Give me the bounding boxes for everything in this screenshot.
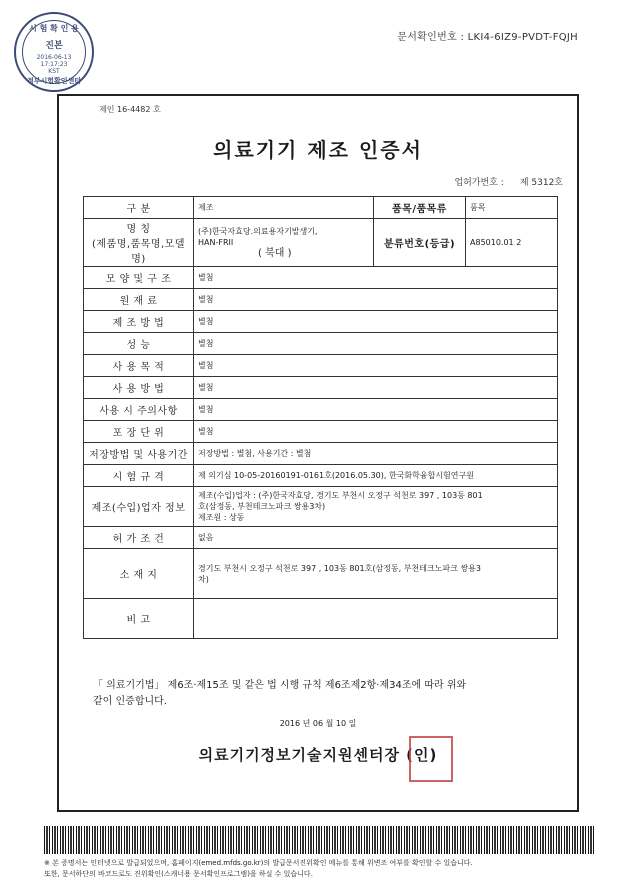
seal-middle-text: 진본 — [45, 41, 63, 51]
row-label — [84, 219, 194, 267]
row-value — [194, 487, 558, 527]
name-label-line1: 명 칭 — [126, 224, 151, 235]
location-line1: 경기도 부천시 오정구 석천로 397 , 103동 801호(삼정동, 부천테크노파크 쌍용3 — [198, 563, 481, 573]
certification-statement — [93, 678, 543, 710]
table-row — [84, 197, 558, 219]
table-row — [84, 219, 558, 267]
row-value — [194, 599, 558, 639]
row-value: 별첨 — [194, 333, 558, 355]
row-label: 구 분 — [84, 197, 194, 219]
table-row — [84, 421, 558, 443]
row-value — [194, 219, 374, 267]
row-label: 원 재 료 — [84, 289, 194, 311]
row-label-2: 분류번호(등급) — [374, 219, 466, 267]
row-label: 모 양 및 구 조 — [84, 267, 194, 289]
row-label: 제 조 방 법 — [84, 311, 194, 333]
table-row — [84, 549, 558, 599]
statement-line1: 「 의료기기법」 제6조·제15조 및 같은 법 시행 규칙 제6조제2항·제34조에 따라 위와 — [93, 680, 467, 691]
seal-zone-text: KST — [48, 68, 60, 75]
row-value: 별첨 — [194, 289, 558, 311]
row-label: 저장방법 및 사용기간 — [84, 443, 194, 465]
manufacturer-line1: 제조(수입)업자 : (주)한국자효당, 경기도 부천시 오정구 석천로 397 , 103동 801 — [198, 491, 483, 500]
seal-time-text: 17:17:23 — [40, 61, 68, 68]
serial-number: 제인 16-4482 호 — [99, 105, 161, 114]
table-row — [84, 289, 558, 311]
row-value: 별첨 — [194, 355, 558, 377]
footer-note — [44, 858, 610, 880]
row-label: 허 가 조 건 — [84, 527, 194, 549]
statement-line2: 같이 인증합니다. — [93, 696, 167, 707]
row-value-2: 품목 — [466, 197, 558, 219]
table-row — [84, 399, 558, 421]
certificate-table — [83, 196, 558, 639]
issuer-name: 의료기기정보기술지원센터장 (인) — [198, 746, 438, 764]
permit-label: 업허가번호 : — [454, 178, 504, 188]
table-row — [84, 377, 558, 399]
seal-top-text: 시 험 확 인 용 — [29, 24, 79, 33]
row-label: 사 용 방 법 — [84, 377, 194, 399]
table-row — [84, 333, 558, 355]
manufacturer-line2: 호(삼정동, 부천테크노파크 쌍용3차) — [198, 502, 326, 511]
name-value-line2: HAN-FRII — [198, 238, 234, 247]
official-stamp — [409, 736, 453, 782]
footer-line2: 또한, 문서하단의 바코드로도 진위확인(스캐너용 문서확인프로그램)을 하실 수 있습니다. — [44, 870, 313, 878]
table-row — [84, 465, 558, 487]
document-barcode — [44, 826, 596, 854]
footer-line1: ※ 본 증명서는 인터넷으로 발급되었으며, 홈페이지(emed.mfds.go.kr)의 발급문서진위확인 메뉴를 통해 위변조 여부를 확인할 수 있습니다. — [44, 859, 473, 867]
page-title: 의료기기 제조 인증서 — [213, 138, 423, 162]
table-row — [84, 311, 558, 333]
row-label-2: 품목/품목류 — [374, 197, 466, 219]
location-line2: 차) — [198, 574, 209, 584]
row-value: 별첨 — [194, 399, 558, 421]
document-check-number: 문서확인번호 : LKI4-6IZ9-PVDT-FQJH — [397, 32, 578, 43]
table-row — [84, 487, 558, 527]
row-value: 별첨 — [194, 421, 558, 443]
row-label: 포 장 단 위 — [84, 421, 194, 443]
permit-number — [454, 175, 563, 188]
row-label: 비 고 — [84, 599, 194, 639]
row-label: 시 험 규 격 — [84, 465, 194, 487]
row-value: 별첨 — [194, 267, 558, 289]
row-value-2: A85010.01 2 — [466, 219, 558, 267]
name-value-line3: ( 북대 ) — [258, 248, 292, 259]
table-row — [84, 527, 558, 549]
row-label: 사용 시 주의사항 — [84, 399, 194, 421]
manufacturer-line3: 제조원 : 상동 — [198, 513, 245, 522]
certificate-frame — [57, 94, 579, 812]
row-label: 제조(수입)업자 정보 — [84, 487, 194, 527]
row-label: 소 재 지 — [84, 549, 194, 599]
table-row — [84, 599, 558, 639]
issue-date: 2016 년 06 월 10 일 — [279, 719, 357, 728]
seal-date — [16, 54, 92, 75]
row-value — [194, 549, 558, 599]
table-row — [84, 443, 558, 465]
table-row — [84, 267, 558, 289]
row-value: 별첨 — [194, 377, 558, 399]
row-value: 없음 — [194, 527, 558, 549]
name-label-line2: (제품명,품목명,모델명) — [91, 239, 186, 265]
row-value: 저장방법 : 별첨, 사용기간 : 별첨 — [194, 443, 558, 465]
row-value: 별첨 — [194, 311, 558, 333]
seal-date-text: 2016-06-13 — [36, 54, 72, 61]
row-label: 성 능 — [84, 333, 194, 355]
verification-seal — [14, 12, 94, 92]
row-label: 사 용 목 적 — [84, 355, 194, 377]
row-value: 제조 — [194, 197, 374, 219]
name-value-line1: (주)한국자효당.의료용자기발생기, — [198, 227, 318, 236]
row-value: 제 의기심 10-05-20160191-0161호(2016.05.30), 한국화학융합시험연구원 — [194, 465, 558, 487]
seal-bottom-text: 정부시험확인센터 — [26, 77, 82, 85]
permit-value: 제 5312호 — [519, 178, 563, 188]
table-row — [84, 355, 558, 377]
